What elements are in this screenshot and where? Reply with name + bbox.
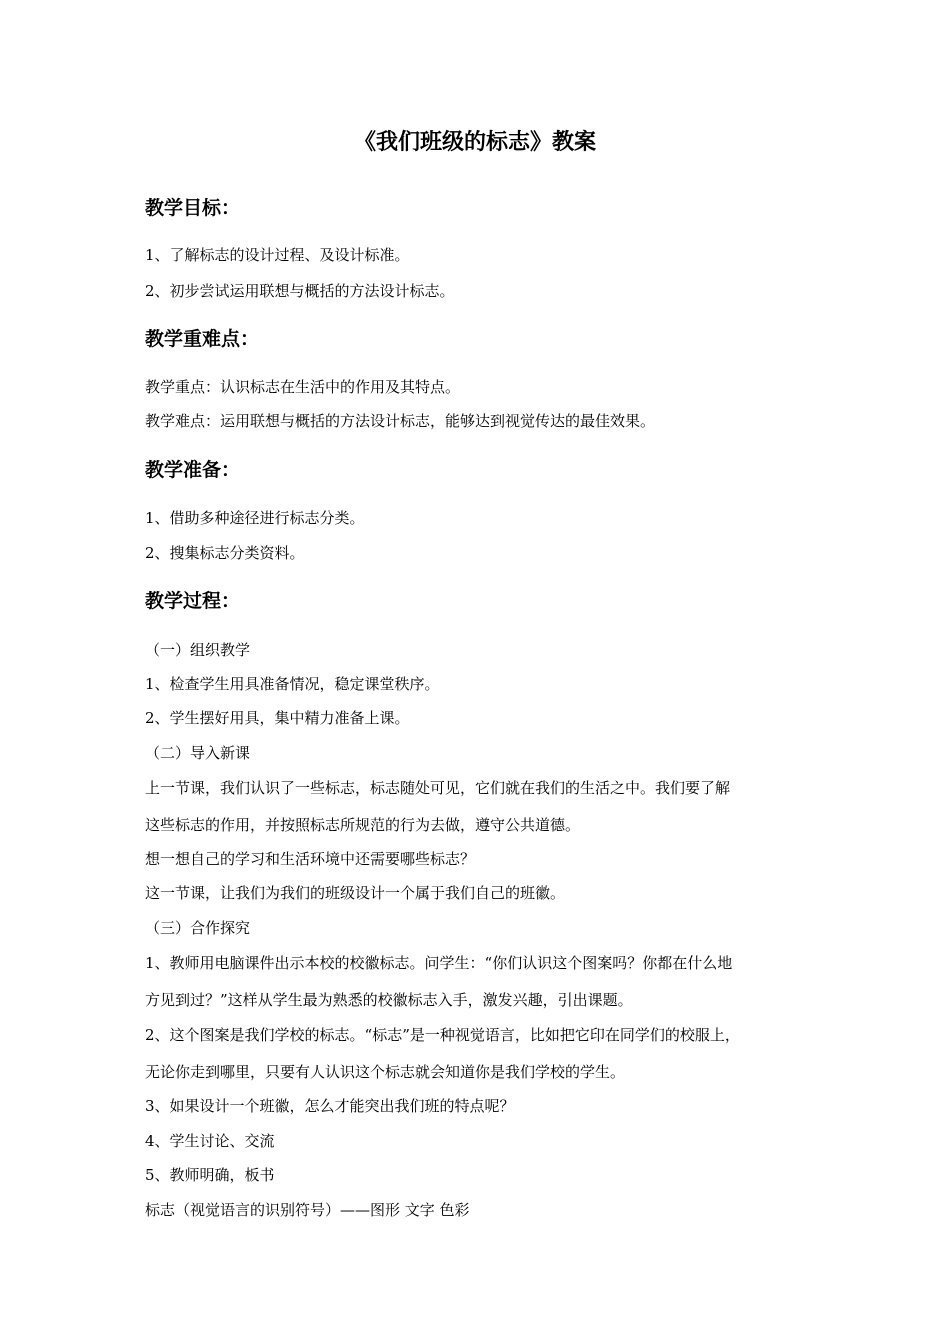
key-point-item-1: 教学重点：认识标志在生活中的作用及其特点。 xyxy=(145,378,461,396)
process-line: 1、教师用电脑课件出示本校的校徽标志。问学生：“你们认识这个图案吗？你都在什么地 xyxy=(145,954,733,972)
process-line: 4、学生讨论、交流 xyxy=(145,1132,275,1150)
process-line: （三）合作探究 xyxy=(145,919,251,937)
heading-goals: 教学目标： xyxy=(145,197,241,219)
process-line: 2、学生摆好用具，集中精力准备上课。 xyxy=(145,709,410,727)
process-line: 标志（视觉语言的识别符号）——图形 文字 色彩 xyxy=(145,1201,470,1219)
process-line: 方见到过？”这样从学生最为熟悉的校徽标志入手，激发兴趣，引出课题。 xyxy=(145,991,633,1009)
process-line: 这一节课，让我们为我们的班级设计一个属于我们自己的班徽。 xyxy=(145,884,566,902)
preparation-item-2: 2、搜集标志分类资料。 xyxy=(145,544,305,562)
goal-item-1: 1、了解标志的设计过程、及设计标准。 xyxy=(145,246,410,264)
process-line: 5、教师明确，板书 xyxy=(145,1166,275,1184)
process-line: 2、这个图案是我们学校的标志。“标志”是一种视觉语言，比如把它印在同学们的校服上， xyxy=(145,1026,740,1044)
process-line: 无论你走到哪里，只要有人认识这个标志就会知道你是我们学校的学生。 xyxy=(145,1063,626,1081)
process-line: （一）组织教学 xyxy=(145,641,251,659)
process-line: 想一想自己的学习和生活环境中还需要哪些标志？ xyxy=(145,850,476,868)
process-line: 1、检查学生用具准备情况，稳定课堂秩序。 xyxy=(145,675,440,693)
document-title: 《我们班级的标志》教案 xyxy=(353,130,596,155)
process-line: （二）导入新课 xyxy=(145,744,251,762)
preparation-item-1: 1、借助多种途径进行标志分类。 xyxy=(145,509,365,527)
heading-process: 教学过程： xyxy=(145,590,241,612)
heading-preparation: 教学准备： xyxy=(145,459,241,481)
process-line: 上一节课，我们认识了一些标志，标志随处可见，它们就在我们的生活之中。我们要了解 xyxy=(145,779,731,797)
process-line: 这些标志的作用，并按照标志所规范的行为去做，遵守公共道德。 xyxy=(145,816,581,834)
goal-item-2: 2、初步尝试运用联想与概括的方法设计标志。 xyxy=(145,282,455,300)
key-point-item-2: 教学难点：运用联想与概括的方法设计标志，能够达到视觉传达的最佳效果。 xyxy=(145,412,656,430)
process-line: 3、如果设计一个班徽，怎么才能突出我们班的特点呢？ xyxy=(145,1097,515,1115)
heading-key-points: 教学重难点： xyxy=(145,328,260,350)
